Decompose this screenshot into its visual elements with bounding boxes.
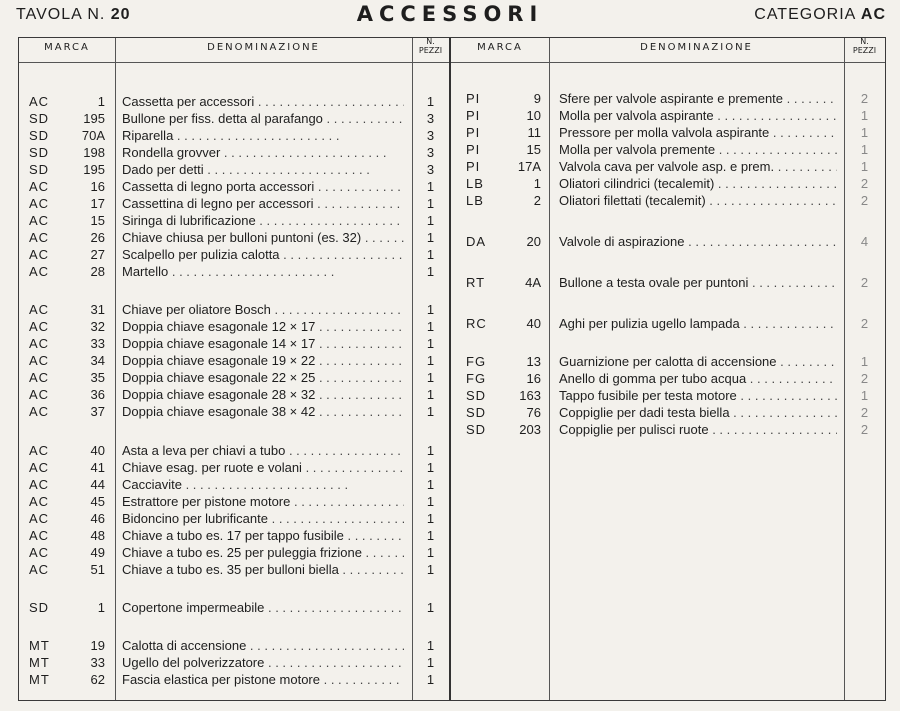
row-code: 163 — [519, 388, 541, 403]
right-pezzi-label: PEZZI — [852, 46, 877, 55]
row-brand: SD — [29, 600, 50, 615]
row-brand: SD — [466, 422, 487, 437]
row-brand: AC — [29, 336, 50, 351]
left-table-row — [19, 510, 885, 527]
row-qty: 1 — [426, 302, 435, 317]
row-qty: 1 — [426, 247, 435, 262]
row-desc: Sfere per valvole aspirante e premente . . — [559, 90, 837, 107]
left-table-row — [19, 637, 885, 654]
left-table-row — [19, 599, 885, 616]
row-desc: Guarnizione per calotta di accensione . . — [559, 353, 837, 370]
left-table-row — [19, 544, 885, 561]
row-brand: AC — [29, 387, 50, 402]
row-brand: AC — [29, 353, 50, 368]
categoria-code: AC — [860, 6, 886, 23]
row-qty: 1 — [426, 672, 435, 687]
left-table-row — [19, 459, 885, 476]
row-code: 44 — [90, 477, 105, 492]
row-code: 26 — [90, 230, 105, 245]
row-code: 36 — [90, 387, 105, 402]
row-qty: 3 — [426, 111, 435, 126]
left-pezzi-n: N. — [426, 37, 435, 46]
row-brand: LB — [466, 176, 484, 191]
row-code: 9 — [533, 91, 541, 106]
row-desc: Coppiglie per dadi testa biella . . — [559, 404, 837, 421]
left-table-row — [19, 476, 885, 493]
row-code: 41 — [90, 460, 105, 475]
row-code: 17 — [90, 196, 105, 211]
row-qty: 1 — [426, 511, 435, 526]
row-desc: Cassetta di legno porta accessori . . — [122, 178, 404, 195]
row-qty: 1 — [860, 142, 869, 157]
row-desc: Tappo fusibile per testa motore . . — [559, 387, 837, 404]
row-qty: 2 — [860, 422, 869, 437]
row-code: 1 — [97, 94, 105, 109]
row-brand: AC — [29, 477, 50, 492]
row-brand: SD — [466, 405, 487, 420]
row-qty: 1 — [426, 528, 435, 543]
row-desc: Chiave a tubo es. 35 per bulloni biella . . — [122, 561, 404, 578]
right-table-row — [19, 90, 885, 107]
left-table-row — [19, 561, 885, 578]
tavola-label: TAVOLA N. — [16, 6, 106, 23]
row-desc: Chiave chiusa per bulloni puntoni (es. 32) . . — [122, 229, 404, 246]
row-desc: Doppia chiave esagonale 14 × 17 . . — [122, 335, 404, 352]
row-brand: SD — [29, 162, 50, 177]
row-brand: PI — [466, 125, 481, 140]
row-code: 195 — [83, 162, 105, 177]
row-desc: Siringa di lubrificazione . . — [122, 212, 404, 229]
row-code: 70A — [81, 128, 105, 143]
row-code: 33 — [90, 655, 105, 670]
row-code: 51 — [90, 562, 105, 577]
row-qty: 1 — [426, 443, 435, 458]
header-divider — [19, 62, 885, 63]
row-code: 1 — [533, 176, 541, 191]
row-code: 31 — [90, 302, 105, 317]
row-qty: 3 — [426, 145, 435, 160]
row-desc: Bullone a testa ovale per puntoni . . — [559, 274, 837, 291]
row-qty: 1 — [860, 159, 869, 174]
row-brand: AC — [29, 196, 50, 211]
row-qty: 1 — [426, 370, 435, 385]
right-table-row — [19, 274, 885, 291]
row-qty: 1 — [426, 387, 435, 402]
row-brand: AC — [29, 247, 50, 262]
right-table-row — [19, 175, 885, 192]
row-qty: 1 — [426, 494, 435, 509]
row-code: 37 — [90, 404, 105, 419]
row-qty: 1 — [426, 196, 435, 211]
row-qty: 1 — [426, 638, 435, 653]
row-desc: Chiave esag. per ruote e volani . . — [122, 459, 404, 476]
row-code: 76 — [526, 405, 541, 420]
right-table-row — [19, 387, 885, 404]
row-brand: AC — [29, 460, 50, 475]
row-brand: AC — [29, 230, 50, 245]
right-table-row — [19, 158, 885, 175]
row-brand: SD — [29, 111, 50, 126]
row-desc: Valvola cava per valvole asp. e prem. . . — [559, 158, 837, 175]
row-brand: AC — [29, 443, 50, 458]
parts-table — [18, 37, 886, 701]
row-desc: Ugello del polverizzatore . . — [122, 654, 404, 671]
row-brand: MT — [29, 655, 50, 670]
row-desc: Pressore per molla valvola aspirante . . — [559, 124, 837, 141]
row-code: 198 — [83, 145, 105, 160]
row-code: 2 — [533, 193, 541, 208]
row-qty: 2 — [860, 275, 869, 290]
row-code: 15 — [526, 142, 541, 157]
row-code: 13 — [526, 354, 541, 369]
row-code: 35 — [90, 370, 105, 385]
row-desc: Oliatori cilindrici (tecalemit) . . — [559, 175, 837, 192]
row-qty: 1 — [426, 404, 435, 419]
row-qty: 4 — [860, 234, 869, 249]
row-code: 15 — [90, 213, 105, 228]
tavola-value: 20 — [110, 6, 131, 23]
row-code: 203 — [519, 422, 541, 437]
row-desc: Cassetta per accessori . . — [122, 93, 404, 110]
row-brand: MT — [29, 672, 50, 687]
row-qty: 1 — [426, 179, 435, 194]
row-desc: Estrattore per pistone motore . . — [122, 493, 404, 510]
row-code: 40 — [526, 316, 541, 331]
row-desc: Dado per detti . . — [122, 161, 404, 178]
row-brand: AC — [29, 528, 50, 543]
row-qty: 1 — [860, 108, 869, 123]
row-qty: 2 — [860, 371, 869, 386]
row-brand: RC — [466, 316, 487, 331]
row-qty: 1 — [426, 655, 435, 670]
row-desc: Fascia elastica per pistone motore . . — [122, 671, 404, 688]
row-code: 33 — [90, 336, 105, 351]
row-code: 11 — [527, 125, 541, 140]
row-desc: Aghi per pulizia ugello lampada . . — [559, 315, 837, 332]
right-marca-header: MARCA — [477, 42, 523, 53]
right-table-row — [19, 421, 885, 438]
row-code: 20 — [526, 234, 541, 249]
row-brand: SD — [466, 388, 487, 403]
row-brand: RT — [466, 275, 486, 290]
row-desc: Bidoncino per lubrificante . . — [122, 510, 404, 527]
right-table-row — [19, 233, 885, 250]
left-pezzi-label: PEZZI — [418, 46, 443, 55]
row-brand: SD — [29, 128, 50, 143]
row-qty: 3 — [426, 128, 435, 143]
row-code: 16 — [90, 179, 105, 194]
right-table-row — [19, 404, 885, 421]
right-table-row — [19, 124, 885, 141]
row-desc: Martello . . — [122, 263, 404, 280]
row-code: 46 — [90, 511, 105, 526]
left-pezzi-header — [412, 37, 449, 55]
row-qty: 2 — [860, 176, 869, 191]
row-brand: AC — [29, 319, 50, 334]
row-qty: 1 — [426, 562, 435, 577]
row-qty: 1 — [426, 264, 435, 279]
row-desc: Rondella grovver . . — [122, 144, 404, 161]
row-brand: AC — [29, 370, 50, 385]
right-pezzi-header — [844, 37, 885, 55]
row-brand: SD — [29, 145, 50, 160]
row-desc: Cacciavite . . — [122, 476, 404, 493]
row-desc: Cassettina di legno per accessori . . — [122, 195, 404, 212]
row-qty: 1 — [426, 213, 435, 228]
row-desc: Doppia chiave esagonale 12 × 17 . . — [122, 318, 404, 335]
left-table-row — [19, 527, 885, 544]
row-desc: Bullone per fiss. detta al parafango . . — [122, 110, 404, 127]
row-brand: AC — [29, 213, 50, 228]
row-code: 34 — [90, 353, 105, 368]
row-qty: 1 — [426, 230, 435, 245]
row-code: 28 — [90, 264, 105, 279]
row-qty: 2 — [860, 316, 869, 331]
row-brand: AC — [29, 264, 50, 279]
row-brand: AC — [29, 404, 50, 419]
page-title: ACCESSORI — [356, 2, 544, 26]
left-table-row — [19, 671, 885, 688]
row-qty: 1 — [426, 336, 435, 351]
row-code: 17A — [517, 159, 541, 174]
row-brand: AC — [29, 179, 50, 194]
row-code: 195 — [83, 111, 105, 126]
left-table-row — [19, 212, 885, 229]
row-desc: Anello di gomma per tubo acqua . . — [559, 370, 837, 387]
row-code: 10 — [526, 108, 541, 123]
row-qty: 1 — [426, 600, 435, 615]
row-brand: AC — [29, 562, 50, 577]
row-brand: AC — [29, 511, 50, 526]
row-code: 45 — [90, 494, 105, 509]
row-qty: 1 — [426, 94, 435, 109]
categoria — [754, 6, 886, 24]
row-desc: Chiave a tubo es. 25 per puleggia frizione . . — [122, 544, 404, 561]
right-pezzi-n: N. — [860, 37, 869, 46]
categoria-label: CATEGORIA — [754, 6, 856, 23]
left-table-row — [19, 442, 885, 459]
row-desc: Scalpello per pulizia calotta . . — [122, 246, 404, 263]
row-code: 16 — [526, 371, 541, 386]
left-table-row — [19, 654, 885, 671]
row-brand: AC — [29, 494, 50, 509]
row-desc: Chiave a tubo es. 17 per tappo fusibile . . — [122, 527, 404, 544]
row-brand: DA — [466, 234, 487, 249]
row-code: 4A — [525, 275, 541, 290]
left-table-row — [19, 493, 885, 510]
row-brand: PI — [466, 142, 481, 157]
row-code: 27 — [90, 247, 105, 262]
row-qty: 1 — [860, 354, 869, 369]
row-brand: AC — [29, 94, 50, 109]
left-marca-header: MARCA — [44, 42, 90, 53]
right-table-row — [19, 107, 885, 124]
row-code: 48 — [90, 528, 105, 543]
row-brand: FG — [466, 371, 487, 386]
row-qty: 1 — [426, 477, 435, 492]
row-code: 19 — [90, 638, 105, 653]
row-brand: PI — [466, 91, 481, 106]
row-qty: 1 — [426, 353, 435, 368]
row-qty: 2 — [860, 193, 869, 208]
row-desc: Riparella . . — [122, 127, 404, 144]
row-code: 40 — [90, 443, 105, 458]
row-brand: MT — [29, 638, 50, 653]
row-qty: 1 — [860, 125, 869, 140]
row-desc: Copertone impermeabile . . — [122, 599, 404, 616]
row-brand: FG — [466, 354, 487, 369]
row-qty: 2 — [860, 405, 869, 420]
row-desc: Valvole di aspirazione . . — [559, 233, 837, 250]
row-code: 62 — [90, 672, 105, 687]
row-desc: Doppia chiave esagonale 22 × 25 . . — [122, 369, 404, 386]
row-desc: Asta a leva per chiavi a tubo . . — [122, 442, 404, 459]
row-qty: 1 — [860, 388, 869, 403]
row-code: 32 — [90, 319, 105, 334]
row-qty: 3 — [426, 162, 435, 177]
row-qty: 2 — [860, 91, 869, 106]
row-desc: Calotta di accensione . . — [122, 637, 404, 654]
row-qty: 1 — [426, 460, 435, 475]
row-qty: 1 — [426, 319, 435, 334]
row-code: 49 — [90, 545, 105, 560]
row-code: 1 — [97, 600, 105, 615]
row-desc: Doppia chiave esagonale 19 × 22 . . — [122, 352, 404, 369]
right-table-row — [19, 141, 885, 158]
row-desc: Coppiglie per pulisci ruote . . — [559, 421, 837, 438]
row-brand: PI — [466, 159, 481, 174]
left-table-row — [19, 335, 885, 352]
row-qty: 1 — [426, 545, 435, 560]
row-brand: PI — [466, 108, 481, 123]
row-desc: Doppia chiave esagonale 28 × 32 . . — [122, 386, 404, 403]
right-table-row — [19, 315, 885, 332]
row-brand: AC — [29, 545, 50, 560]
left-denominazione-header: DENOMINAZIONE — [207, 42, 320, 53]
right-table-row — [19, 370, 885, 387]
row-desc: Chiave per oliatore Bosch . . — [122, 301, 404, 318]
row-desc: Molla per valvola aspirante . . — [559, 107, 837, 124]
right-denominazione-header: DENOMINAZIONE — [640, 42, 753, 53]
row-desc: Doppia chiave esagonale 38 × 42 . . — [122, 403, 404, 420]
row-brand: AC — [29, 302, 50, 317]
right-table-row — [19, 353, 885, 370]
row-desc: Molla per valvola premente . . — [559, 141, 837, 158]
right-table-row — [19, 192, 885, 209]
row-brand: LB — [466, 193, 484, 208]
row-desc: Oliatori filettati (tecalemit) . . — [559, 192, 837, 209]
